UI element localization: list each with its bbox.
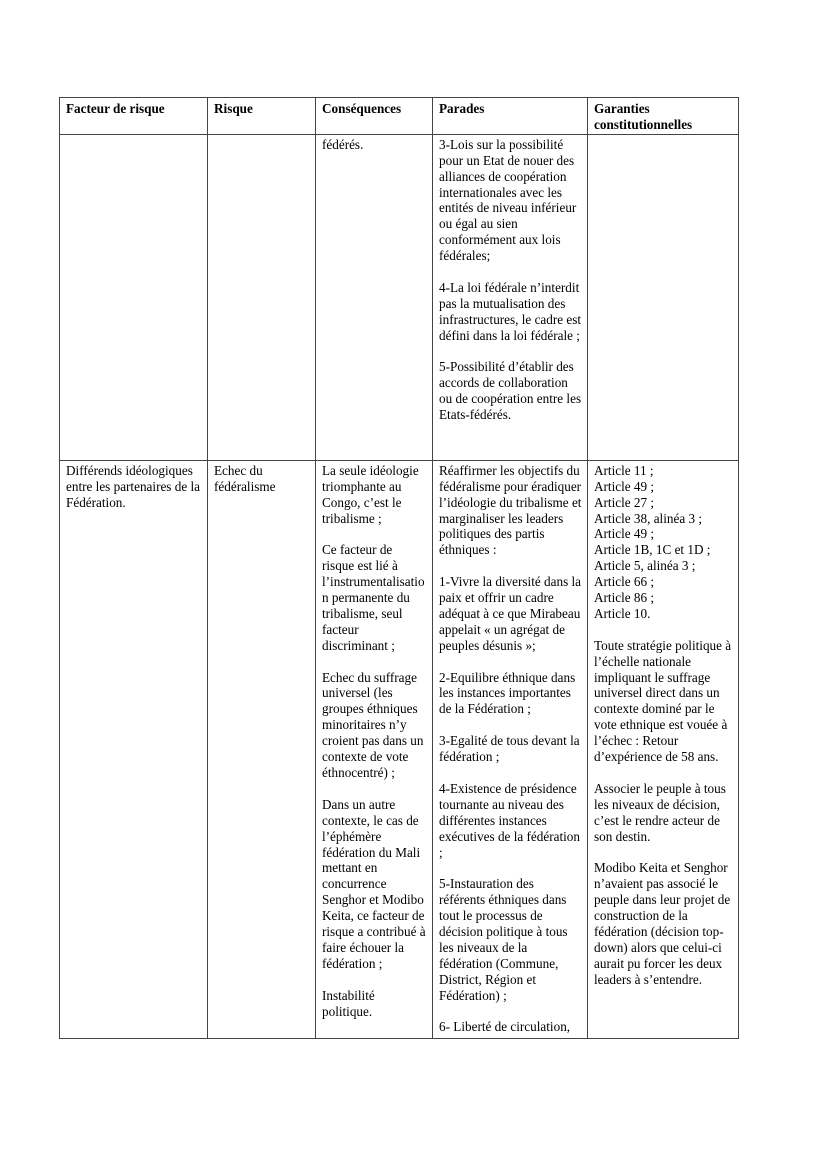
consequence-text: Ce facteur de risque est lié à l’instrumentalisation permanente du tribalisme, seul facteur discriminant ;: [322, 542, 425, 653]
cell-facteur: [60, 134, 208, 460]
parade-text: Réaffirmer les objectifs du fédéralisme pour éradiquer l’idéologie du tribalisme et marginaliser les leaders politiques des partis éthniques :: [439, 462, 582, 558]
garantie-text: Associer le peuple à tous les niveaux de décision, c’est le rendre acteur de son destin.: [594, 780, 726, 844]
header-consequences: Conséquences: [316, 98, 433, 135]
header-parades: Parades: [433, 98, 588, 135]
table-row: [60, 460, 739, 1039]
parade-text: 2-Equilibre éthnique dans les instances importantes de la Fédération ;: [439, 669, 576, 717]
cell-risque: [208, 134, 316, 460]
risk-table: [59, 97, 739, 1039]
cell-parades: [433, 460, 588, 1039]
cell-consequences: [316, 460, 433, 1039]
cell-garanties: [588, 460, 739, 1039]
consequence-text: Instabilité politique.: [322, 987, 375, 1019]
cell-facteur: Différends idéologiques entre les partenaires de la Fédération.: [60, 460, 208, 1039]
parade-text: 3-Lois sur la possibilité pour un Etat de nouer des alliances de coopération internationales avec les entités de niveau inférieur ou égal au sien conformément aux lois fédérales;: [439, 136, 577, 264]
consequence-text: fédérés.: [322, 136, 364, 152]
garantie-text: Toute stratégie politique à l’échelle nationale impliquant le suffrage universel direct dans un contexte dominé par le vote ethnique est vouée à l’échec : Retour d’expérience de 58 ans.: [594, 637, 732, 765]
parade-text: 4-La loi fédérale n’interdit pas la mutualisation des infrastructures, le cadre est défini dans la loi fédérale ;: [439, 279, 582, 343]
consequence-text: Echec du suffrage universel (les groupes éthniques minoritaires n’y croient pas dans un contexte de vote éthnocentré) ;: [322, 669, 424, 780]
parade-text: 1-Vivre la diversité dans la paix et offrir un cadre adéquat à ce que Mirabeau appelait « un agrégat de peuples désunis »;: [439, 574, 582, 653]
header-garanties: Garanties constitutionnelles: [588, 98, 739, 135]
cell-risque: Echec du fédéralisme: [208, 460, 316, 1039]
article-list: Article 11 ; Article 49 ; Article 27 ; Article 38, alinéa 3 ; Article 49 ; Article 1B, 1C et 1D ; Article 5, alinéa 3 ; Article 66 ; Article 86 ; Article 10.: [594, 462, 711, 621]
parade-text: 5-Possibilité d’établir des accords de collaboration ou de coopération entre les Etats-fédérés.: [439, 359, 582, 423]
header-risque: Risque: [208, 98, 316, 135]
garantie-text: Modibo Keita et Senghor n’avaient pas associé le peuple dans leur projet de construction de la fédération (décision top-down) alors que celui-ci aurait pu forcer les deux leaders à s’entendre.: [594, 860, 731, 987]
cell-garanties: [588, 134, 739, 460]
parade-text: 6- Liberté de circulation,: [439, 1019, 571, 1035]
table-row: [60, 134, 739, 460]
header-facteur: Facteur de risque: [60, 98, 208, 135]
parade-text: 5-Instauration des référents éthniques dans tout le processus de décision politique à tous les niveaux de la fédération (Commune, District, Région et Fédération) ;: [439, 876, 568, 1003]
parade-text: 4-Existence de présidence tournante au niveau des différentes instances exécutives de la fédération ;: [439, 780, 580, 860]
cell-consequences: [316, 134, 433, 460]
parade-text: 3-Egalité de tous devant la fédération ;: [439, 733, 580, 765]
consequence-text: La seule idéologie triomphante au Congo, c’est le tribalisme ;: [322, 462, 419, 526]
table-header-row: [60, 98, 739, 135]
consequence-text: Dans un autre contexte, le cas de l’éphémère fédération du Mali mettant en concurrence Senghor et Modibo Keita, ce facteur de risque a contribué à faire échouer la fédération ;: [322, 796, 426, 971]
cell-parades: [433, 134, 588, 460]
